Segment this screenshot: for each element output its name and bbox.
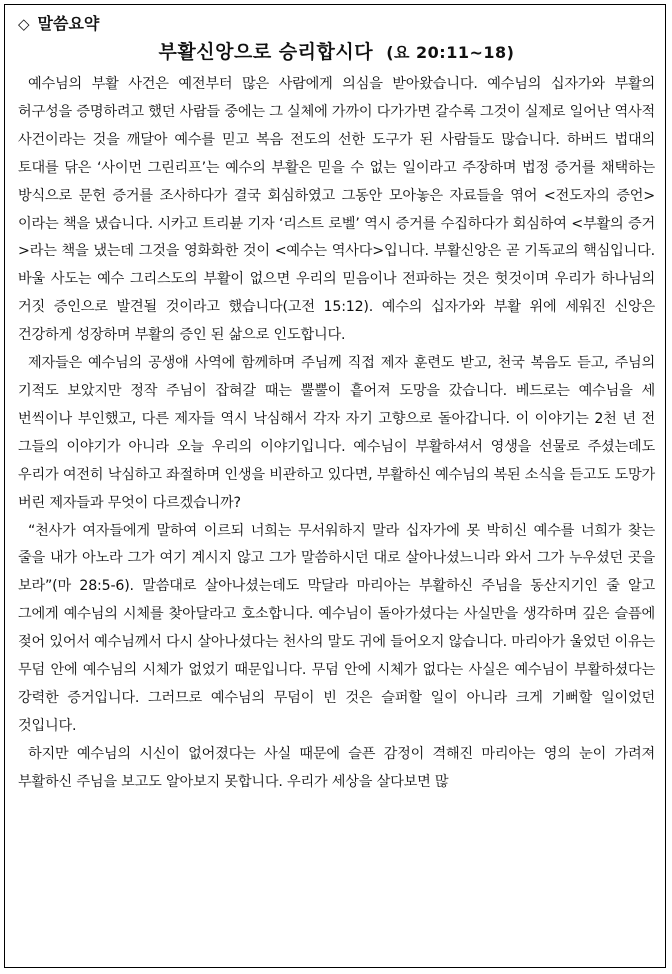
paragraph-4: 하지만 예수님의 시신이 없어졌다는 사실 때문에 슬픈 감정이 격해진 마리아는 영의 눈이 가려져 부활하신 주님을 보고도 알아보지 못합니다. 우리가 세상을 살다보면 많 — [18, 745, 655, 790]
paragraph-2: 제자들은 예수님의 공생애 사역에 함께하며 주님께 직접 제자 훈련도 받고, 천국 복음도 듣고, 주님의 기적도 보았지만 정작 주님이 잡혀갈 때는 뿔뿔이 흩어져 도망을 갔습니다. 베드로는 예수님을 세 번씩이나 부인했고, 다른 제자들 역시 낙심해서 각자 자기 고향으로 돌아갑니다. 이 이야기는 2천 년 전 그들의 이야기가 아니라 오늘 우리의 이야기입니다. 예수님이 부활하셔서 영생을 선물로 주셨는데도 우리가 여전히 낙심하고 좌절하며 인생을 비관하고 있다면, 부활하신 예수님의 복된 소식을 듣고도 도망가 버린 제자들과 무엇이 다르겠습니까? — [18, 355, 655, 511]
section-label: 말씀요약 — [37, 14, 100, 33]
document-page — [4, 4, 666, 968]
diamond-outline-icon: ◇ — [18, 15, 30, 33]
paragraph-3: “천사가 여자들에게 말하여 이르되 너희는 무서워하지 말라 십자가에 못 박히신 예수를 너희가 찾는 줄을 내가 아노라 그가 여기 계시지 않고 그가 말씀하시던 대로 살아나셨느니라 와서 그가 누우셨던 곳을 보라”(마 28:5-6). 말씀대로 살아나셨는데도 막달라 마리아는 부활하신 주님을 동산지기인 줄 알고 그에게 예수님의 시체를 찾아달라고 호소합니다. 예수님이 돌아가셨다는 사실만을 생각하며 깊은 슬픔에 젖어 있어서 예수님께서 다시 살아나셨다는 천사의 말도 귀에 들어오지 않습니다. 마리아가 울었던 이유는 무덤 안에 예수님의 시체가 없었기 때문입니다. 무덤 안에 시체가 없다는 사실은 예수님이 부활하셨다는 강력한 증거입니다. 그러므로 예수님의 무덤이 빈 것은 슬퍼할 일이 아니라 크게 기뻐할 일이었던 것입니다. — [18, 522, 655, 734]
sermon-body — [18, 71, 655, 797]
scripture-reference: (요 20:11~18) — [386, 43, 515, 62]
sermon-title — [18, 37, 655, 71]
paragraph-1: 예수님의 부활 사건은 예전부터 많은 사람에게 의심을 받아왔습니다. 예수님의 십자가와 부활의 허구성을 증명하려고 했던 사람들 중에는 그 실체에 가까이 다가가면 갈수록 그것이 실제로 일어난 역사적 사건이라는 것을 깨달아 예수를 믿고 복음 전도의 선한 도구가 된 사람들도 많습니다. 하버드 법대의 토대를 닦은 ‘사이먼 그린리프’는 예수의 부활은 믿을 수 없는 일이라고 주장하며 법정 증거를 채택하는 방식으로 문헌 증거를 조사하다가 결국 회심하였고 그동안 모아놓은 자료들을 엮어 <전도자의 증언>이라는 책을 냈습니다. 시카고 트리뷴 기자 ‘리스트 로벨’ 역시 증거를 수집하다가 회심하여 <부활의 증거>라는 책을 냈는데 그것을 영화화한 것이 <예수는 역사다>입니다. 부활신앙은 곧 기독교의 핵심입니다. 바울 사도는 예수 그리스도의 부활이 없으면 우리의 믿음이나 전파하는 것은 헛것이며 우리가 하나님의 거짓 증인으로 발견될 것이라고 했습니다(고전 15:12). 예수의 십자가와 부활 위에 세워진 신앙은 건강하게 성장하며 부활의 증인 된 삶으로 인도합니다. — [18, 76, 655, 344]
section-header — [18, 11, 655, 37]
title-text: 부활신앙으로 승리합시다 — [158, 41, 374, 63]
